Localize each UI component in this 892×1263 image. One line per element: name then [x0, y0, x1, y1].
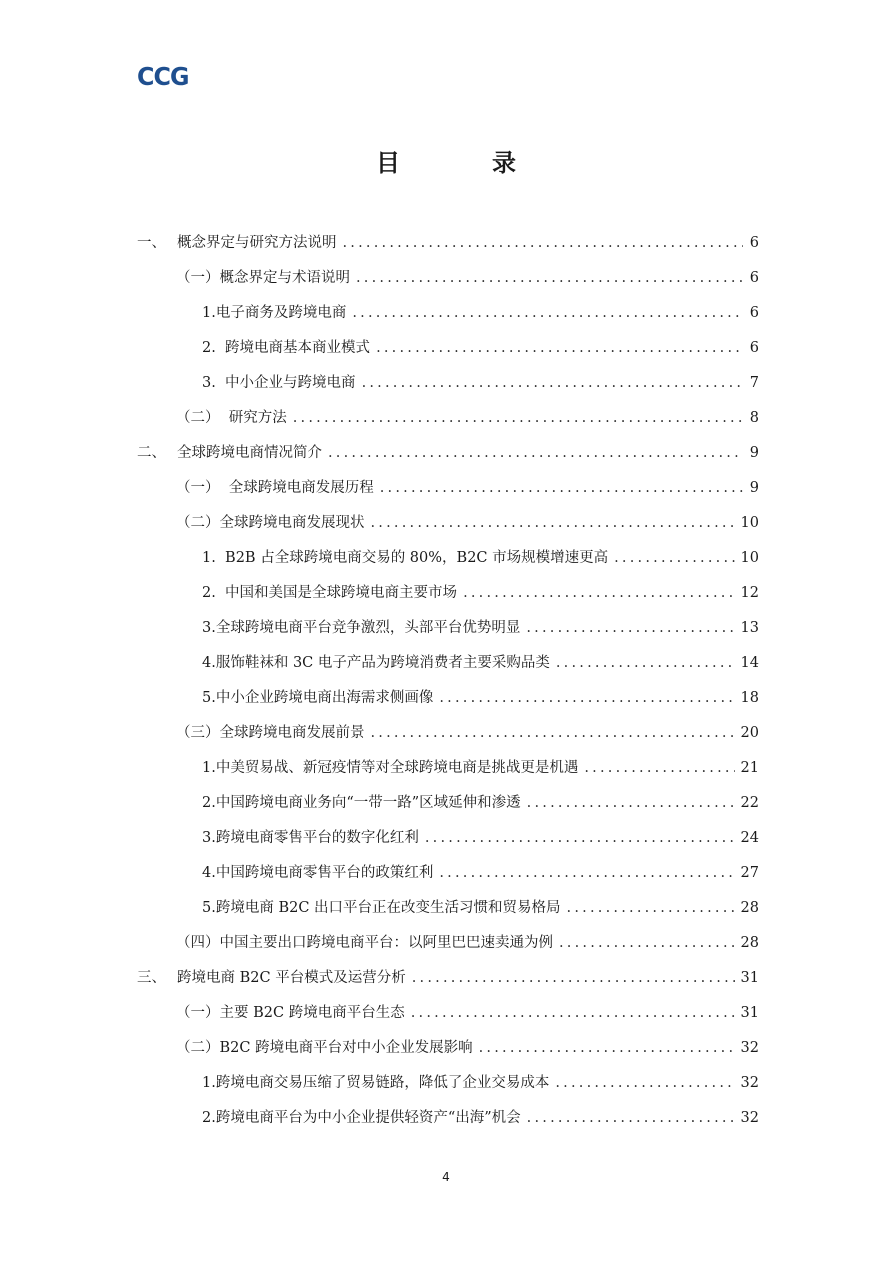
toc-label: 2. 跨境电商基本商业模式	[202, 340, 371, 356]
leader-dots	[352, 301, 743, 325]
toc-page: 6	[749, 305, 759, 321]
toc-page: 14	[740, 655, 759, 671]
toc-label: （二） 研究方法	[176, 410, 287, 426]
leader-dots	[411, 1001, 735, 1025]
leader-dots	[527, 1106, 735, 1130]
toc-page: 6	[749, 340, 759, 356]
toc-label: 3. 中小企业与跨境电商	[202, 375, 356, 391]
leader-dots	[584, 756, 734, 780]
toc-page: 6	[749, 235, 759, 251]
toc-label: 3.全球跨境电商平台竞争激烈，头部平台优势明显	[202, 620, 521, 636]
toc-entry[interactable]	[202, 791, 759, 815]
toc-entry[interactable]	[176, 931, 759, 955]
leader-dots	[527, 791, 735, 815]
toc-page: 6	[749, 270, 759, 286]
toc-label: 全球跨境电商情况简介	[177, 445, 322, 461]
toc-entry[interactable]	[202, 1106, 759, 1130]
leader-dots	[526, 616, 734, 640]
leader-dots	[559, 931, 735, 955]
toc-entry[interactable]	[202, 686, 759, 710]
toc-entry[interactable]	[202, 861, 759, 885]
toc-label: 4.中国跨境电商零售平台的政策红利	[202, 865, 434, 881]
toc-page: 28	[740, 935, 759, 951]
toc-page: 27	[740, 865, 759, 881]
leader-dots	[380, 476, 743, 500]
toc-entry[interactable]	[176, 1001, 759, 1025]
leader-dots	[614, 546, 734, 570]
toc-label: （一）概念界定与术语说明	[176, 270, 350, 286]
toc-label: 1.中美贸易战、新冠疫情等对全球跨境电商是挑战更是机遇	[202, 760, 579, 776]
toc-page: 9	[749, 445, 759, 461]
toc-label: 1.电子商务及跨境电商	[202, 305, 347, 321]
leader-dots	[567, 896, 735, 920]
toc-label: 3.跨境电商零售平台的数字化红利	[202, 830, 419, 846]
toc-number: 二、	[137, 445, 166, 461]
toc-label: 4.服饰鞋袜和 3C 电子产品为跨境消费者主要采购品类	[202, 655, 550, 671]
toc-page: 21	[740, 760, 759, 776]
toc-label: （三）全球跨境电商发展前景	[176, 725, 365, 741]
leader-dots	[555, 1071, 734, 1095]
leader-dots	[439, 686, 734, 710]
toc-label: （一）主要 B2C 跨境电商平台生态	[176, 1005, 405, 1021]
toc-page: 32	[740, 1110, 759, 1126]
toc-label: 5.跨境电商 B2C 出口平台正在改变生活习惯和贸易格局	[202, 900, 561, 916]
toc-entry[interactable]	[202, 756, 759, 780]
toc-label: 2.中国跨境电商业务向“一带一路”区域延伸和渗透	[202, 795, 521, 811]
toc-entry[interactable]	[202, 301, 759, 325]
toc-page: 32	[740, 1075, 759, 1091]
toc-page: 12	[740, 585, 759, 601]
toc-label: 概念界定与研究方法说明	[177, 235, 337, 251]
page-number: 4	[442, 1170, 450, 1184]
toc-page: 32	[740, 1040, 759, 1056]
leader-dots	[293, 406, 743, 430]
toc-page: 22	[740, 795, 759, 811]
toc-page: 13	[740, 620, 759, 636]
leader-dots	[556, 651, 735, 675]
leader-dots	[439, 861, 734, 885]
toc-entry[interactable]	[202, 651, 759, 675]
leader-dots	[479, 1036, 735, 1060]
leader-dots	[425, 826, 735, 850]
toc-label: 1. B2B 占全球跨境电商交易的 80%，B2C 市场规模增速更高	[202, 550, 609, 566]
toc-entry[interactable]	[202, 826, 759, 850]
toc-page: 31	[740, 1005, 759, 1021]
toc-label: 2. 中国和美国是全球跨境电商主要市场	[202, 585, 458, 601]
toc-page: 10	[740, 515, 759, 531]
toc-entry[interactable]	[176, 266, 759, 290]
toc-entry[interactable]	[202, 336, 759, 360]
toc-page: 20	[740, 725, 759, 741]
toc-entry[interactable]	[137, 966, 759, 990]
toc-entry[interactable]	[202, 616, 759, 640]
toc-entry[interactable]	[176, 476, 759, 500]
toc-page: 10	[740, 550, 759, 566]
toc-label: 1.跨境电商交易压缩了贸易链路，降低了企业交易成本	[202, 1075, 550, 1091]
toc-page: 18	[740, 690, 759, 706]
toc-label: （二）全球跨境电商发展现状	[176, 515, 365, 531]
leader-dots	[376, 336, 743, 360]
toc-page: 7	[749, 375, 759, 391]
toc-entry[interactable]	[176, 721, 759, 745]
toc-page: 24	[740, 830, 759, 846]
toc-entry[interactable]	[202, 1071, 759, 1095]
toc-label: （四）中国主要出口跨境电商平台：以阿里巴巴速卖通为例	[176, 935, 553, 951]
toc-label: 5.中小企业跨境电商出海需求侧画像	[202, 690, 434, 706]
toc-page: 31	[740, 970, 759, 986]
toc-label: 跨境电商 B2C 平台模式及运营分析	[177, 970, 406, 986]
leader-dots	[412, 966, 735, 990]
toc-entry[interactable]	[202, 371, 759, 395]
leader-dots	[356, 266, 743, 290]
toc-label: （二）B2C 跨境电商平台对中小企业发展影响	[176, 1040, 473, 1056]
toc-number: 一、	[137, 235, 166, 251]
page-title: 目 录	[376, 148, 550, 177]
toc-entry[interactable]	[202, 896, 759, 920]
toc-page: 8	[749, 410, 759, 426]
leader-dots	[463, 581, 734, 605]
toc-entry[interactable]	[202, 546, 759, 570]
toc-label: 2.跨境电商平台为中小企业提供轻资产“出海”机会	[202, 1110, 521, 1126]
toc-entry[interactable]	[137, 441, 759, 465]
leader-dots	[362, 371, 743, 395]
ccg-logo: CCG	[137, 62, 189, 91]
toc-entry[interactable]	[137, 231, 759, 255]
toc-number: 三、	[137, 970, 166, 986]
toc-entry[interactable]	[202, 581, 759, 605]
toc-entry[interactable]	[176, 1036, 759, 1060]
leader-dots	[328, 441, 743, 465]
toc-page: 9	[749, 480, 759, 496]
toc-label: （一） 全球跨境电商发展历程	[176, 480, 374, 496]
leader-dots	[371, 721, 735, 745]
leader-dots	[371, 511, 735, 535]
leader-dots	[343, 231, 744, 255]
toc-entry[interactable]	[176, 406, 759, 430]
toc-entry[interactable]	[176, 511, 759, 535]
toc-page: 28	[740, 900, 759, 916]
